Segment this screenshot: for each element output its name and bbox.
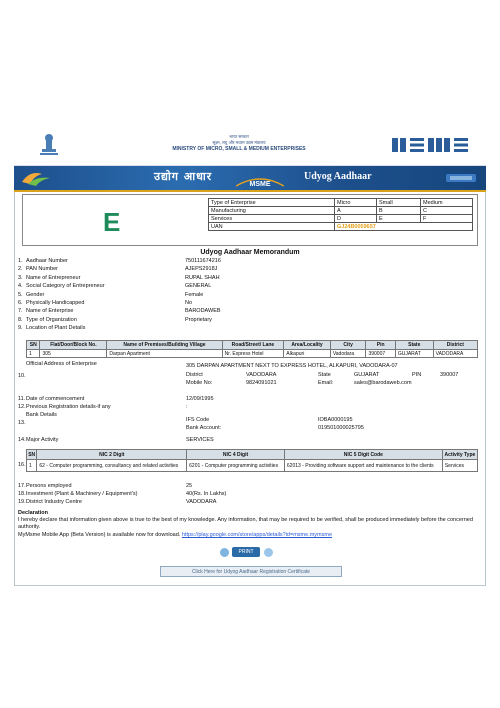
field-value: 750111674216	[185, 258, 221, 264]
office-num: 10.	[18, 373, 26, 379]
commence-num: 11.	[18, 396, 26, 402]
nic-cell: Services	[442, 460, 477, 472]
field-label: Aadhaar Number	[26, 258, 68, 264]
enterprise-cell: E	[377, 215, 421, 223]
field-value: Proprietary	[185, 316, 212, 323]
enterprise-cell: B	[377, 207, 421, 215]
office-address-label: Official Address of Enterprise	[26, 361, 97, 367]
commence-value: 12/09/1995	[186, 396, 214, 402]
activity-label: Major Activity	[26, 437, 59, 443]
settings-icon[interactable]	[264, 548, 273, 557]
field-number: 7.	[18, 308, 23, 315]
dic-label: District Industry Centre	[26, 499, 82, 505]
mobile-app-note	[18, 532, 332, 538]
nic-header: Activity Type	[442, 450, 477, 460]
banner-right-logo	[444, 170, 478, 186]
page-title: Udyog Aadhaar Memorandum	[200, 249, 300, 256]
field-number: 6.	[18, 300, 23, 306]
investment-num: 18.	[18, 491, 26, 497]
nic-cell: 1	[27, 460, 37, 472]
mobile-value: 9824091021	[246, 380, 277, 386]
pin-label: PIN	[412, 372, 422, 378]
investment-value: 40(Rs. In Lakhs)	[186, 491, 227, 497]
enterprise-cell: Small	[377, 199, 421, 207]
print-button[interactable]: PRINT	[232, 547, 260, 557]
ministry-name: MINISTRY OF MICRO, SMALL & MEDIUM ENTERPRISES	[172, 146, 306, 152]
plant-cell: VADODARA	[433, 350, 477, 358]
persons-num: 17.	[18, 483, 26, 489]
office-address: 305 DARPAN APARTMENT NEXT TO EXPRESS HOTEL, ALKAPURI, VADODARA-07	[186, 363, 398, 369]
banner-msme-logo	[236, 174, 284, 188]
acct-label: Bank Account:	[186, 425, 222, 431]
nic-cell: 62013 - Providing software support and maintenance to the clients	[284, 460, 442, 472]
digital-india-icon	[20, 168, 54, 188]
hindi-line-2: सूक्ष्म, लघु और मध्यम उद्यम मंत्रालय	[212, 140, 266, 145]
ifs-value: IOBA0000195	[318, 417, 353, 423]
plant-cell: GUJARAT	[395, 350, 433, 358]
nic-num: 16.	[18, 462, 26, 468]
field-number: 5.	[18, 291, 23, 298]
field-number: 3.	[18, 274, 23, 281]
certificate-link-button[interactable]: Click Here for Udyog Aadhaar Registration Certificate	[160, 566, 342, 577]
enterprise-type-table	[208, 198, 473, 231]
nic-table	[26, 449, 478, 472]
print-left-icon	[220, 548, 229, 557]
uan-label: UAN	[209, 223, 335, 231]
dic-value: VADODARA	[186, 499, 217, 505]
nic-cell: 6201 - Computer programming activities	[187, 460, 285, 472]
nic-header: NIC 4 Digit	[187, 450, 285, 460]
hindi-line-1: भारत सरकार	[229, 134, 249, 139]
state-value: GUJARAT	[354, 372, 380, 378]
prevreg-value: :	[186, 404, 188, 410]
nic-cell: 62 - Computer programming, consultancy and related activities	[37, 460, 187, 472]
field-label: Type of Organization	[26, 316, 77, 323]
plant-cell: Alkapuri	[284, 350, 331, 358]
uan-row	[209, 223, 473, 231]
activity-value: SERVICES	[186, 437, 214, 443]
enterprise-cell: Medium	[421, 199, 473, 207]
field-row	[18, 317, 478, 325]
investment-label: Investment (Plant & Machinery / Equipment's)	[26, 491, 138, 497]
enterprise-cell: F	[421, 215, 473, 223]
app-text: MyMsme Mobile App (Beta Version) is available now for download.	[18, 532, 181, 538]
bank-label: Bank Details	[26, 412, 57, 418]
dic-num: 19.	[18, 499, 26, 505]
field-row	[18, 266, 478, 274]
plant-header: SN	[27, 341, 40, 350]
plant-cell: Darpan Apartment	[107, 350, 222, 358]
declaration-heading: Declaration	[18, 510, 48, 516]
field-number: 1.	[18, 258, 23, 264]
plant-header: District	[433, 341, 477, 350]
nic-header: NIC 5 Digit Code	[284, 450, 442, 460]
plant-location-table	[26, 340, 478, 358]
field-value: Female	[185, 291, 204, 298]
prevreg-label: Previous Registration details-if any	[26, 404, 111, 410]
email-label: Email:	[318, 380, 334, 386]
field-number: 8.	[18, 316, 23, 323]
banner-hindi-title: उद्योग आधार	[154, 170, 213, 183]
plant-cell: Nr. Express Hotel	[222, 350, 284, 358]
plant-header: Area/Locality	[284, 341, 331, 350]
field-row	[18, 300, 478, 308]
state-label: State	[318, 372, 331, 378]
field-value: AJEPS2918J	[185, 266, 218, 273]
acct-value: 019501000025795	[318, 425, 364, 431]
bank-num: 13.	[18, 420, 26, 426]
field-row	[18, 308, 478, 316]
enterprise-category-box	[22, 194, 478, 246]
field-label: Physically Handicapped	[26, 300, 85, 306]
banner-msme-text: MSME	[249, 181, 271, 188]
field-row	[18, 325, 478, 333]
ifs-label: IFS Code	[186, 417, 210, 423]
plant-header: Pin	[366, 341, 395, 350]
category-letter: E	[103, 207, 121, 237]
app-link[interactable]: https://play.google.com/store/apps/details?id=msme.mymsme	[181, 532, 333, 538]
banner-english-title: Udyog Aadhaar	[304, 171, 372, 182]
enterprise-row	[209, 199, 473, 207]
udyog-aadhaar-banner	[14, 166, 486, 190]
prevreg-num: 12.	[18, 404, 26, 410]
enterprise-row	[209, 215, 473, 223]
commence-label: Date of commencement	[26, 396, 85, 402]
field-label: Social Category of Entrepreneur	[26, 283, 105, 290]
enterprise-cell: D	[335, 215, 377, 223]
ministry-text	[74, 134, 404, 152]
enterprise-cell: C	[421, 207, 473, 215]
pin-value: 390007	[440, 372, 459, 378]
nic-header: SN	[28, 451, 36, 458]
field-row	[18, 275, 478, 283]
plant-header: Road/Street/ Lane	[222, 341, 284, 350]
msme-logo	[392, 138, 470, 152]
plant-cell: 305	[40, 350, 107, 358]
field-label: PAN Number	[26, 266, 58, 273]
enterprise-cell: Services	[209, 215, 335, 223]
enterprise-cell: Manufacturing	[209, 207, 335, 215]
plant-cell: 1	[27, 350, 40, 358]
plant-header: City	[330, 341, 366, 350]
activity-num: 14.	[18, 437, 26, 443]
district-value: VADODARA	[246, 372, 277, 378]
email-value: sales@barodaweb.com	[354, 380, 412, 386]
field-label: Location of Plant Details	[26, 325, 86, 332]
enterprise-cell: Type of Enterprise	[209, 199, 335, 207]
field-number: 4.	[18, 283, 23, 290]
plant-header: State	[395, 341, 433, 350]
persons-label: Persons employed	[26, 483, 72, 489]
field-label: Name of Enterprise	[26, 308, 74, 315]
persons-value: 25	[186, 483, 193, 489]
declaration-text: I hereby declare that information given above is true to the best of my knowledge. Any information, that may be required to be verified, shall be produced immediately before the concerned authority.	[18, 517, 473, 530]
national-emblem-icon	[36, 133, 62, 161]
enterprise-row	[209, 207, 473, 215]
mobile-label: Mobile No:	[186, 380, 213, 386]
nic-header: NIC 2 Digit	[37, 450, 187, 460]
ministry-header	[14, 130, 486, 166]
field-number: 2.	[18, 266, 23, 273]
field-row	[18, 258, 478, 266]
field-value: No	[185, 300, 193, 306]
field-value: RUPAL SHAH	[185, 274, 220, 281]
plant-cell: Vadodara	[330, 350, 366, 358]
field-row	[18, 292, 478, 300]
enterprise-cell: Micro	[335, 199, 377, 207]
uan-value: GJ24B0059657	[335, 223, 473, 231]
field-value: GENERAL	[185, 283, 212, 290]
field-number: 9.	[18, 325, 23, 332]
field-value: BARODAWEB	[185, 308, 221, 315]
enterprise-cell: A	[335, 207, 377, 215]
plant-header: Name of Premises/Building Village	[107, 341, 222, 350]
plant-header: Flat/Door/Block No.	[40, 341, 107, 350]
field-label: Name of Entrepreneur	[26, 274, 81, 281]
district-label: District	[186, 372, 203, 378]
field-row	[18, 283, 478, 291]
field-label: Gender	[26, 291, 45, 298]
plant-cell: 390007	[366, 350, 395, 358]
gold-divider	[14, 190, 486, 192]
